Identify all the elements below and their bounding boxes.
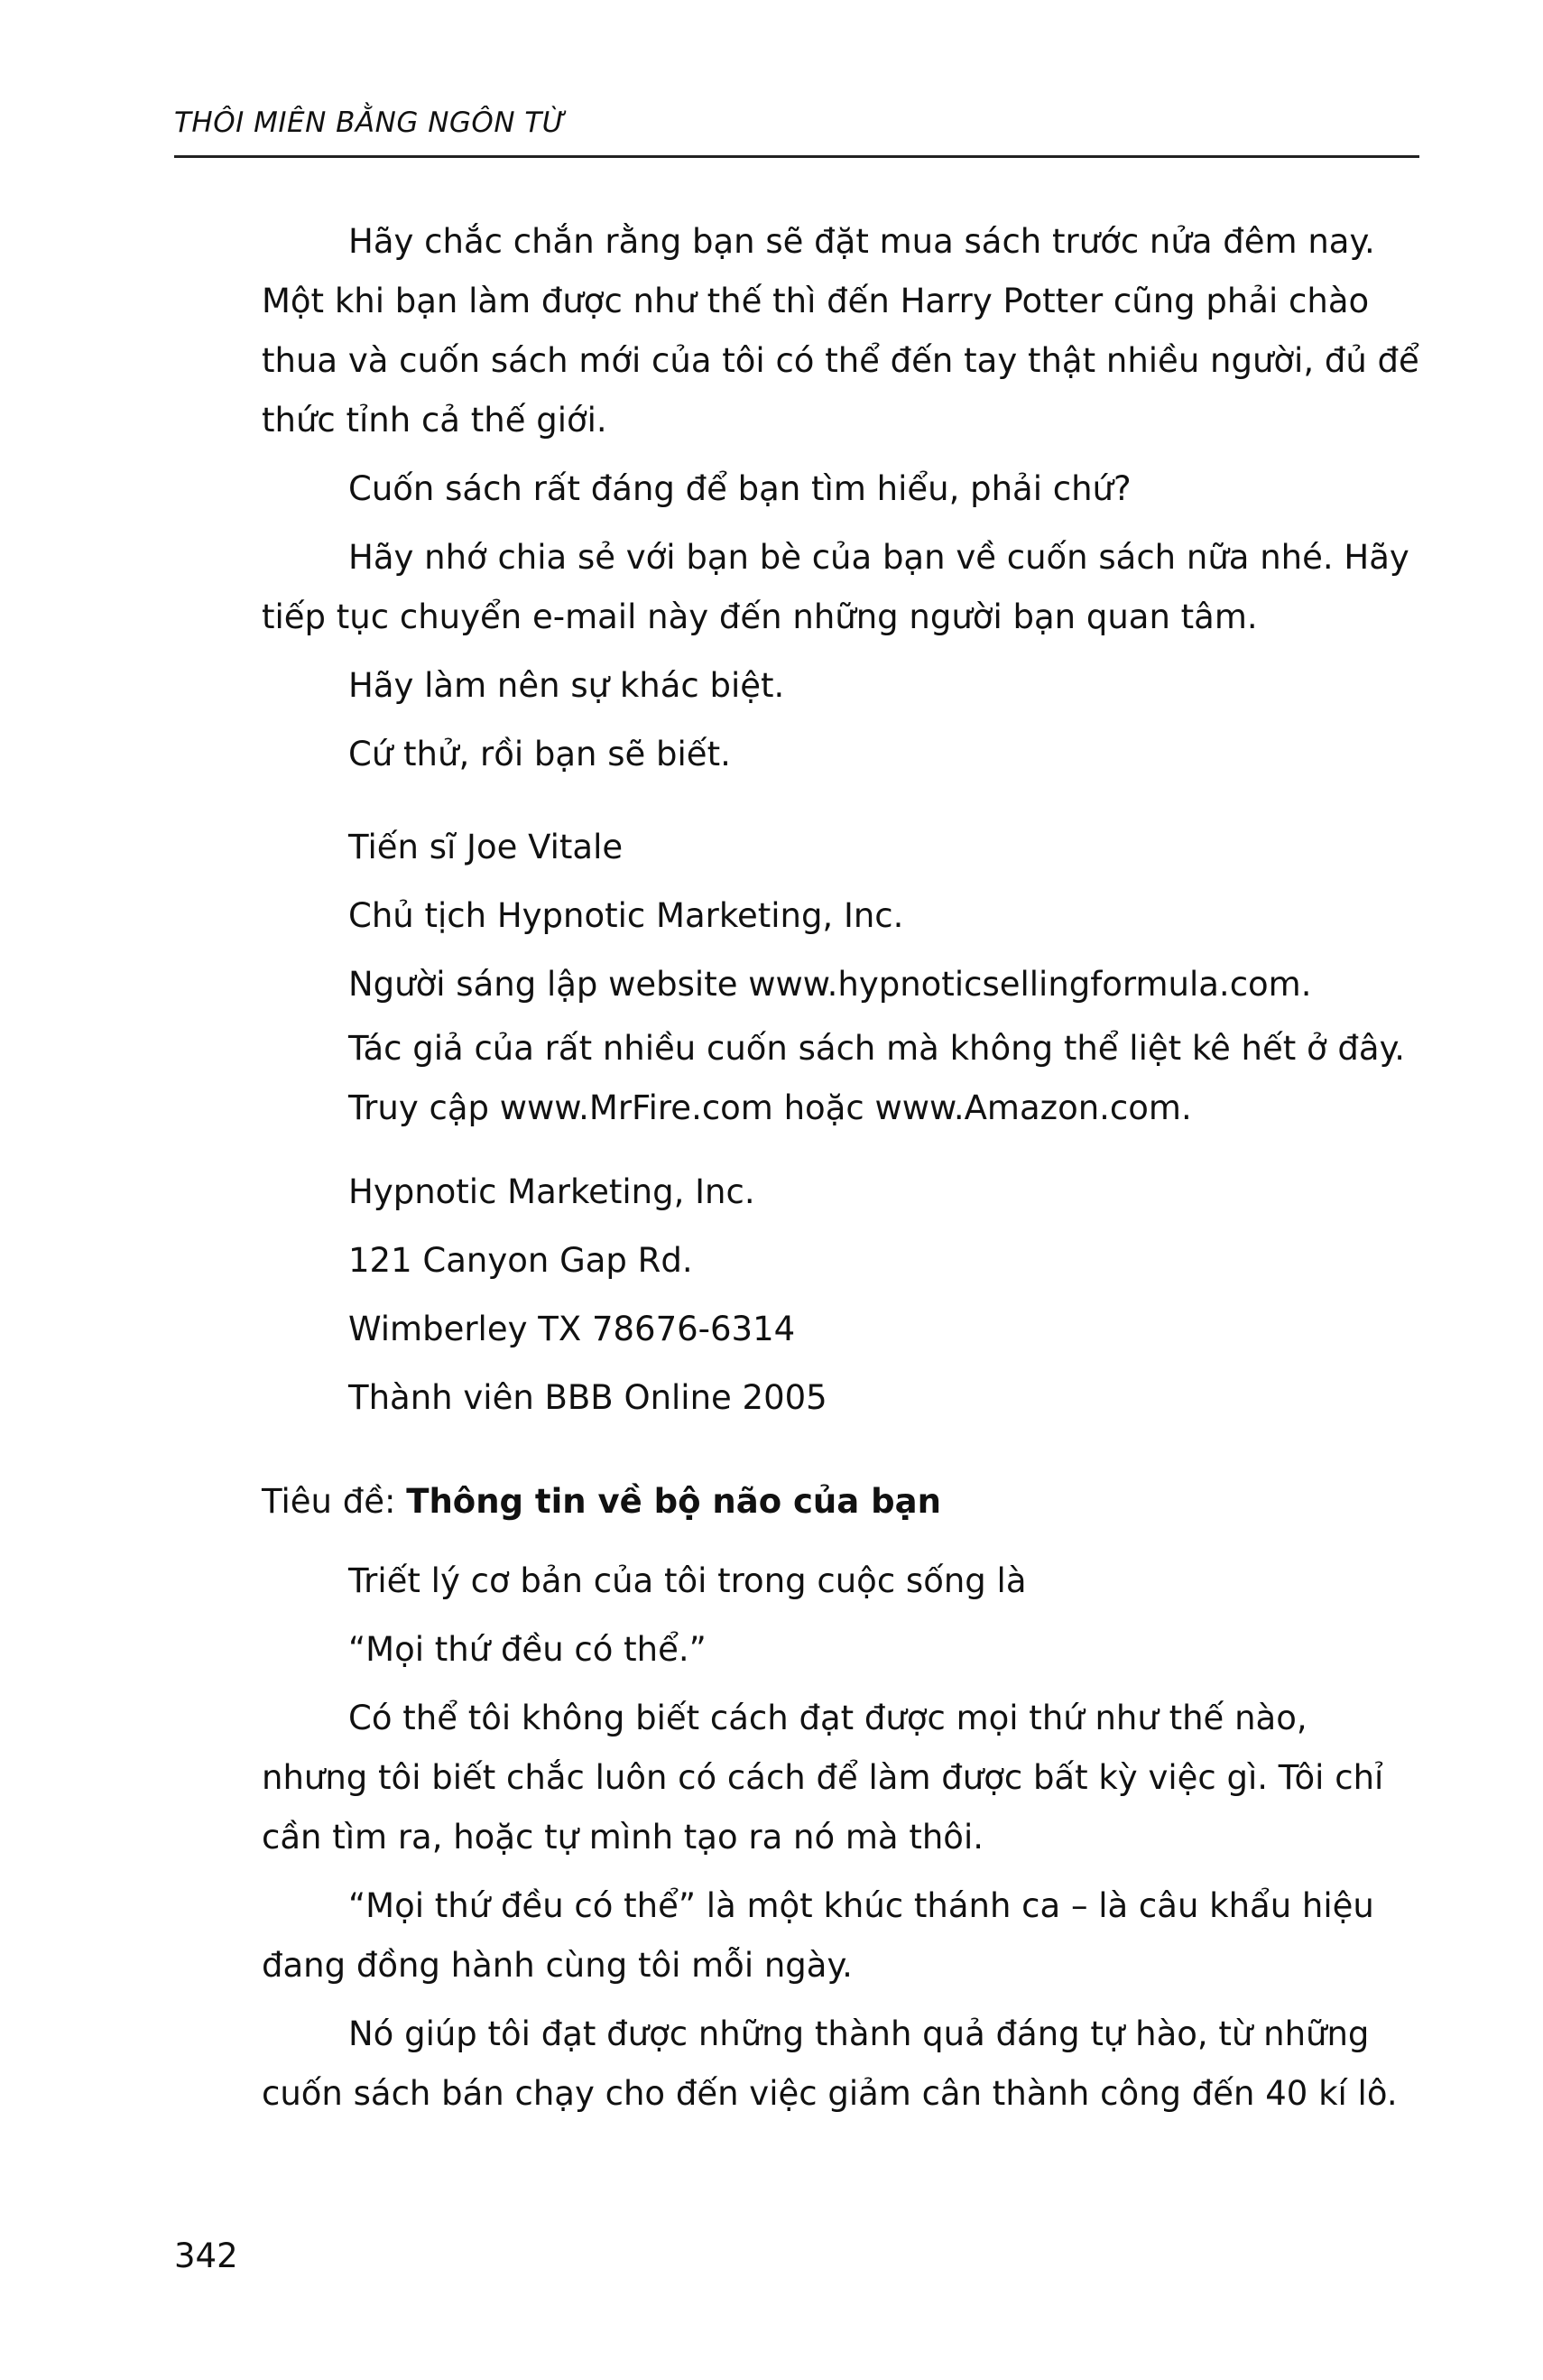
page-number: 342 xyxy=(174,2236,238,2275)
header-rule xyxy=(174,155,1419,158)
signature-block xyxy=(262,813,1419,1138)
address-company: Hypnotic Marketing, Inc. xyxy=(348,1172,755,1211)
email-subject xyxy=(262,1472,1419,1532)
paragraph: Có thể tôi không biết cách đạt được mọi thứ như thế nào, nhưng tôi biết chắc luôn có cách để làm được bất kỳ việc gì. Tôi chỉ cần tìm ra, hoặc tự mình tạo ra nó mà thôi. xyxy=(262,1699,1384,1857)
paragraph: “Mọi thứ đều có thể” là một khúc thánh ca – là câu khẩu hiệu đang đồng hành cùng tôi mỗi ngày. xyxy=(262,1886,1374,1985)
subject-label: Tiêu đề: xyxy=(262,1482,407,1521)
address-street: 121 Canyon Gap Rd. xyxy=(348,1241,693,1280)
address-city: Wimberley TX 78676-6314 xyxy=(348,1310,796,1348)
signature-author: Tác giả của rất nhiều cuốn sách mà không thể liệt kê hết ở đây. Truy cập www.MrFire.com hoặc www.Amazon.com. xyxy=(348,1029,1405,1127)
signature-founder: Người sáng lập website www.hypnoticsellingformula.com. xyxy=(348,965,1312,1004)
signature-name: Tiến sĩ Joe Vitale xyxy=(348,828,624,866)
paragraph: Nó giúp tôi đạt được những thành quả đáng tự hào, từ những cuốn sách bán chạy cho đến việc giảm cân thành công đến 40 kí lô. xyxy=(262,2014,1398,2113)
paragraph: Hãy chắc chắn rằng bạn sẽ đặt mua sách trước nửa đêm nay. Một khi bạn làm được như thế thì đến Harry Potter cũng phải chào thua và cuốn sách mới của tôi có thể đến tay thật nhiều người, đủ để thức tỉnh cả thế giới. xyxy=(262,222,1419,440)
signature-title: Chủ tịch Hypnotic Marketing, Inc. xyxy=(348,896,904,935)
paragraph: Hãy nhớ chia sẻ với bạn bè của bạn về cuốn sách nữa nhé. Hãy tiếp tục chuyển e-mail này đến những người bạn quan tâm. xyxy=(262,538,1409,636)
paragraph: Hãy làm nên sự khác biệt. xyxy=(348,666,785,705)
page-body xyxy=(262,212,1419,2133)
paragraph: Cuốn sách rất đáng để bạn tìm hiểu, phải chứ? xyxy=(348,469,1132,508)
subject-value: Thông tin về bộ não của bạn xyxy=(406,1482,941,1521)
address-block xyxy=(262,1158,1419,1432)
paragraph: Cứ thử, rồi bạn sẽ biết. xyxy=(348,735,731,773)
paragraph: Triết lý cơ bản của tôi trong cuộc sống là xyxy=(348,1561,1027,1600)
address-membership: Thành viên BBB Online 2005 xyxy=(348,1378,827,1417)
running-header: THÔI MIÊN BẰNG NGÔN TỪ xyxy=(174,106,567,139)
paragraph: “Mọi thứ đều có thể.” xyxy=(348,1630,707,1669)
